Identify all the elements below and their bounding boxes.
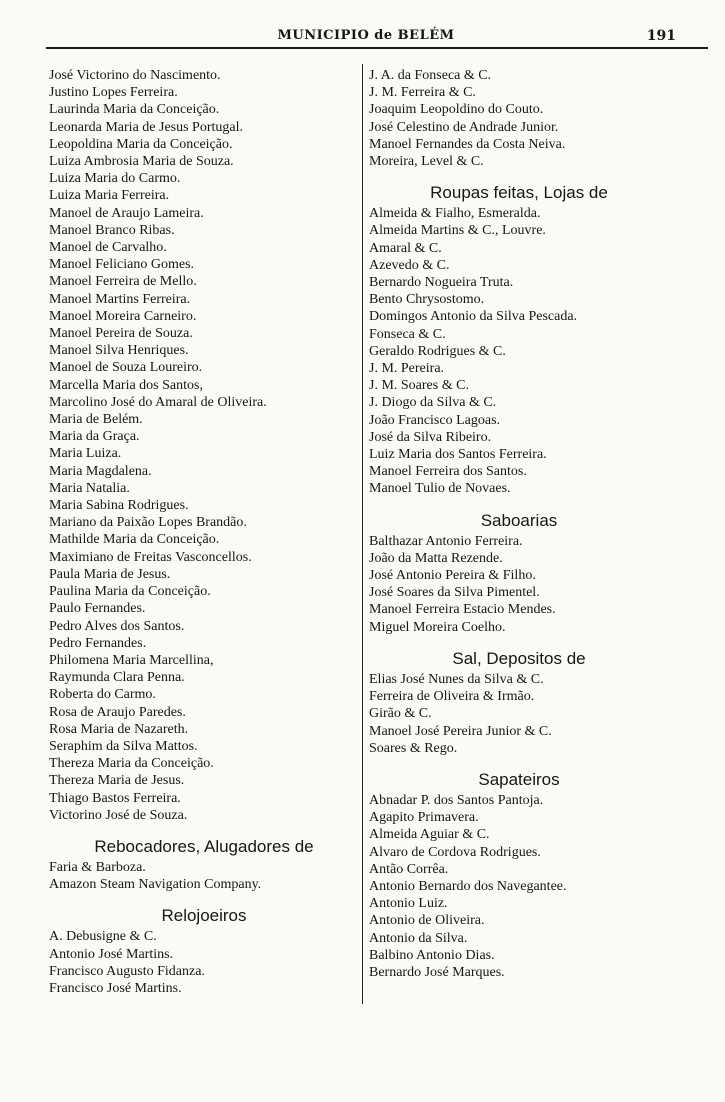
directory-entry: Antonio José Martins. [49,946,174,962]
directory-entry: Manoel Tulio de Novaes. [369,481,511,497]
directory-entry: Francisco José Martins. [49,980,182,996]
directory-entry: Mathilde Maria da Conceição. [49,532,220,548]
directory-entry: Maria Magdalena. [49,463,152,479]
directory-entry: Mariano da Paixão Lopes Brandão. [49,515,247,531]
directory-entry: Antão Corrêa. [369,861,449,877]
directory-entry: J. A. da Fonseca & C. [369,68,492,83]
directory-entry: Luiza Maria Ferreira. [49,188,170,204]
directory-entry: Maximiano de Freitas Vasconcellos. [49,549,252,565]
directory-entry: Manoel Pereira de Souza. [49,326,193,342]
page-number: 191 [646,28,676,44]
directory-entry: Azevedo & C. [369,257,450,273]
directory-entry: J. M. Soares & C. [369,378,469,394]
directory-entry: Manoel Moreira Carneiro. [49,308,197,324]
directory-entry: Laurinda Maria da Conceição. [49,102,220,118]
directory-entry: Fonseca & C. [369,326,446,342]
section-heading: Roupas feitas, Lojas de [430,183,608,203]
directory-entry: Paula Maria de Jesus. [49,566,171,582]
directory-entry: José da Silva Ribeiro. [369,429,492,445]
directory-entry: Raymunda Clara Penna. [49,670,185,686]
directory-entry: Manoel de Souza Loureiro. [49,360,203,376]
directory-entry: Antonio da Silva. [369,930,468,946]
directory-entry: Almeida Aguiar & C. [369,827,490,843]
directory-entry: Alvaro de Cordova Rodrigues. [369,844,541,860]
directory-entry: Manoel de Araujo Lameira. [49,205,204,221]
directory-entry: Moreira, Level & C. [369,154,484,170]
running-title: MUNICIPIO de BELÉM [277,28,455,43]
directory-entry: Amazon Steam Navigation Company. [49,877,262,893]
directory-entry: A. Debusigne & C. [49,929,157,945]
directory-entry: Amaral & C. [369,240,442,256]
directory-entry: João Francisco Lagoas. [369,412,501,428]
directory-entry: Luiza Ambrosia Maria de Souza. [49,154,234,170]
directory-entry: Manoel de Carvalho. [49,240,167,256]
directory-entry: Manoel Branco Ribas. [49,222,175,238]
header-rule [46,47,708,49]
directory-entry: Leonarda Maria de Jesus Portugal. [49,119,243,135]
directory-entry: Marcella Maria dos Santos, [49,377,203,393]
directory-entry: Balbino Antonio Dias. [369,947,495,963]
directory-entry: José Antonio Pereira & Filho. [369,568,536,584]
directory-entry: Francisco Augusto Fidanza. [49,963,205,979]
directory-entry: Marcolino José do Amaral de Oliveira. [49,394,267,410]
directory-entry: Rosa Maria de Nazareth. [49,721,189,737]
directory-entry: Philomena Maria Marcellina, [49,652,214,668]
directory-entry: Antonio de Oliveira. [369,913,485,929]
directory-entry: Abnadar P. dos Santos Pantoja. [369,792,544,808]
directory-entry: Domingos Antonio da Silva Pescada. [369,309,578,325]
directory-entry: Maria Natalia. [49,480,130,496]
directory-entry: Soares & Rego. [369,740,458,756]
directory-entry: Seraphim da Silva Mattos. [49,738,198,754]
directory-entry: Rosa de Araujo Paredes. [49,704,186,720]
directory-entry: Manoel Ferreira Estacio Mendes. [369,602,556,618]
directory-entry: Antonio Bernardo dos Navegantee. [369,878,567,894]
directory-entry: Balthazar Antonio Ferreira. [369,533,523,549]
directory-entry: Almeida Martins & C., Louvre. [369,223,546,239]
directory-entry: Maria da Graça. [49,429,140,445]
directory-entry: Manoel Silva Henriques. [49,343,189,359]
left-column [49,67,359,997]
directory-entry: Luiz Maria dos Santos Ferreira. [369,447,547,463]
section-heading: Rebocadores, Alugadores de [94,836,314,856]
directory-entry: Bento Chrysostomo. [369,292,485,308]
directory-entry: Luiza Maria do Carmo. [49,171,181,187]
directory-entry: Justino Lopes Ferreira. [49,85,178,101]
section-heading: Sal, Depositos de [452,648,586,668]
directory-entry: Leopoldina Maria da Conceição. [49,136,233,152]
section-heading: Relojoeiros [161,906,247,926]
directory-entry: João da Matta Rezende. [369,550,503,566]
directory-entry: Bernardo José Marques. [369,964,505,980]
section-heading: Saboarias [480,510,558,530]
section-heading: Sapateiros [478,769,560,789]
directory-entry: Manoel Ferreira dos Santos. [369,464,527,480]
directory-entry: Miguel Moreira Coelho. [369,619,506,635]
directory-entry: Manoel Feliciano Gomes. [49,257,195,273]
directory-entry: Pedro Alves dos Santos. [49,618,185,634]
directory-entry: Thiago Bastos Ferreira. [49,790,181,806]
directory-entry: Paulina Maria da Conceição. [49,584,211,600]
directory-entry: Paulo Fernandes. [49,601,146,617]
directory-entry: Antonio Luiz. [369,896,448,912]
directory-entry: Geraldo Rodrigues & C. [369,343,506,359]
directory-entry: Roberta do Carmo. [49,687,156,703]
directory-entry: Maria Sabina Rodrigues. [49,498,189,514]
directory-entry: Ferreira de Oliveira & Irmão. [369,689,535,705]
directory-entry: Manoel Martins Ferreira. [49,291,191,307]
directory-entry: José Celestino de Andrade Junior. [369,119,559,135]
directory-entry: Bernardo Nogueira Truta. [369,275,514,291]
directory-entry: Elias José Nunes da Silva & C. [369,671,544,687]
directory-entry: Agapito Primavera. [369,810,479,826]
directory-entry: J. M. Ferreira & C. [369,85,476,101]
right-column [369,67,669,981]
directory-entry: Thereza Maria da Conceição. [49,756,214,772]
directory-entry: Manoel Ferreira de Mello. [49,274,197,290]
directory-entry: Thereza Maria de Jesus. [49,773,185,789]
directory-entry: J. Diogo da Silva & C. [369,395,497,411]
directory-entry: José Victorino do Nascimento. [49,68,221,83]
directory-entry: Manoel José Pereira Junior & C. [369,723,552,739]
directory-entry: Girão & C. [369,706,432,722]
directory-entry: Joaquim Leopoldino do Couto. [369,102,544,118]
directory-entry: Faria & Barboza. [49,859,146,875]
directory-entry: Manoel Fernandes da Costa Neiva. [369,136,566,152]
column-divider [362,64,363,1004]
directory-entry: Maria de Belém. [49,412,143,428]
directory-entry: Victorino José de Souza. [49,807,188,823]
directory-entry: Almeida & Fialho, Esmeralda. [369,206,541,222]
directory-entry: J. M. Pereira. [369,361,445,377]
directory-entry: José Soares da Silva Pimentel. [369,585,540,601]
directory-entry: Maria Luiza. [49,446,122,462]
directory-entry: Pedro Fernandes. [49,635,147,651]
page-header [46,28,706,48]
